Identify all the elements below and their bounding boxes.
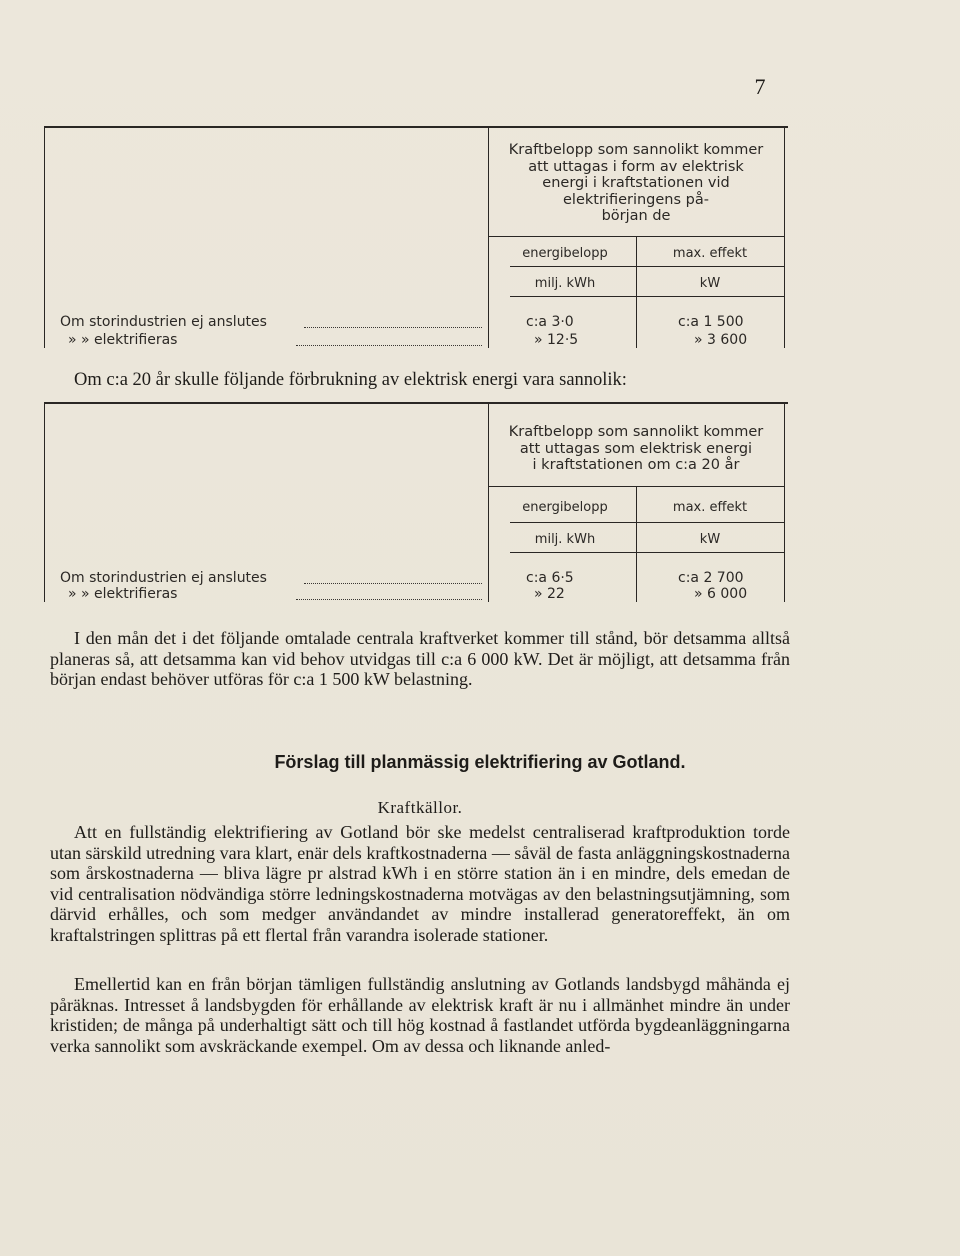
table1-col1-label: energibelopp xyxy=(522,246,608,261)
table-initial-consumption xyxy=(44,126,788,348)
section-subheading: Kraftkällor. xyxy=(377,798,463,817)
table2-col1-label: energibelopp xyxy=(522,500,608,515)
section-heading: Förslag till planmässig elektrifiering av Gotland. xyxy=(274,752,686,772)
table1-col2-label: max. effekt xyxy=(672,246,748,261)
table2-row1-effect: c:a 2 700 xyxy=(678,570,744,586)
table2-col1-unit: milj. kWh xyxy=(534,532,596,547)
page-number: 7 xyxy=(754,74,766,99)
table2-row1-label: Om storindustrien ej anslutes xyxy=(60,570,267,586)
table1-row1-effect: c:a 1 500 xyxy=(678,314,744,330)
table1-row1-label: Om storindustrien ej anslutes xyxy=(60,314,267,330)
table2-col2-label: max. effekt xyxy=(672,500,748,515)
table1-row2-energy: » 12·5 xyxy=(534,332,579,348)
table2-row2-label: » » elektrifieras xyxy=(68,586,178,602)
table1-row2-effect: » 3 600 xyxy=(694,332,748,348)
table2-col2-unit: kW xyxy=(699,532,721,547)
paragraph-1: I den mån det i det följande omtalade centrala kraftverket kommer till stånd, bör detsamma alltså planeras så, att detsamma kan vid behov utvidgas till c:a 6 000 kW. Det är möjligt, att detsamma från början endast behöver utföras för c:a 1 500 kW belastning. xyxy=(50,628,790,689)
table2-header: Kraftbelopp som sannolikt kommer att uttagas som elektrisk energi i kraftstationen om c:a 20 år xyxy=(508,424,764,473)
paragraph-3: Emellertid kan en från början tämligen fullständig anslutning av Gotlands landsbygd måhända ej påräknas. Intresset å landsbygden för erhållande av elektrisk kraft är nu i allmänhet mindre än under kristiden; de många på underhaltigt sätt och till hög kostnad å fastlandet utförda bygdeanläggningarna verka sannolikt som avskräckande exempel. Om av dessa och liknande anled- xyxy=(50,974,790,1056)
table1-row1-energy: c:a 3·0 xyxy=(526,314,574,330)
table2-row2-effect: » 6 000 xyxy=(694,586,748,602)
paragraph-2: Att en fullständig elektrifiering av Gotland bör ske medelst centraliserad kraftproduktion torde utan särskild utredning vara klart, enär dels kraftkostnaderna — såväl de fasta anläggningskostnaderna som årskostnaderna — bliva lägre pr alstrad kWh i en större station än i en mindre, dels emedan de vid centralisation nödvändiga större ledningskostnaderna motvägas av den belastningsutjämning, som därvid erhålles, och som medger användandet av mindre installerad generatoreffekt, än om kraftalstringen splittras på ett flertal från varandra isolerade stationer. xyxy=(50,822,790,945)
table1-col1-unit: milj. kWh xyxy=(534,276,596,291)
table-future-consumption xyxy=(44,402,788,602)
table2-row1-energy: c:a 6·5 xyxy=(526,570,574,586)
intro-line: Om c:a 20 år skulle följande förbrukning av elektrisk energi vara sannolik: xyxy=(74,370,627,390)
table1-row2-label: » » elektrifieras xyxy=(68,332,178,348)
table1-col2-unit: kW xyxy=(699,276,721,291)
table1-header: Kraftbelopp som sannolikt kommer att uttagas i form av elektrisk energi i kraftstationen vid elektrifieringens på- början de xyxy=(508,142,764,224)
table2-row2-energy: » 22 xyxy=(534,586,565,602)
